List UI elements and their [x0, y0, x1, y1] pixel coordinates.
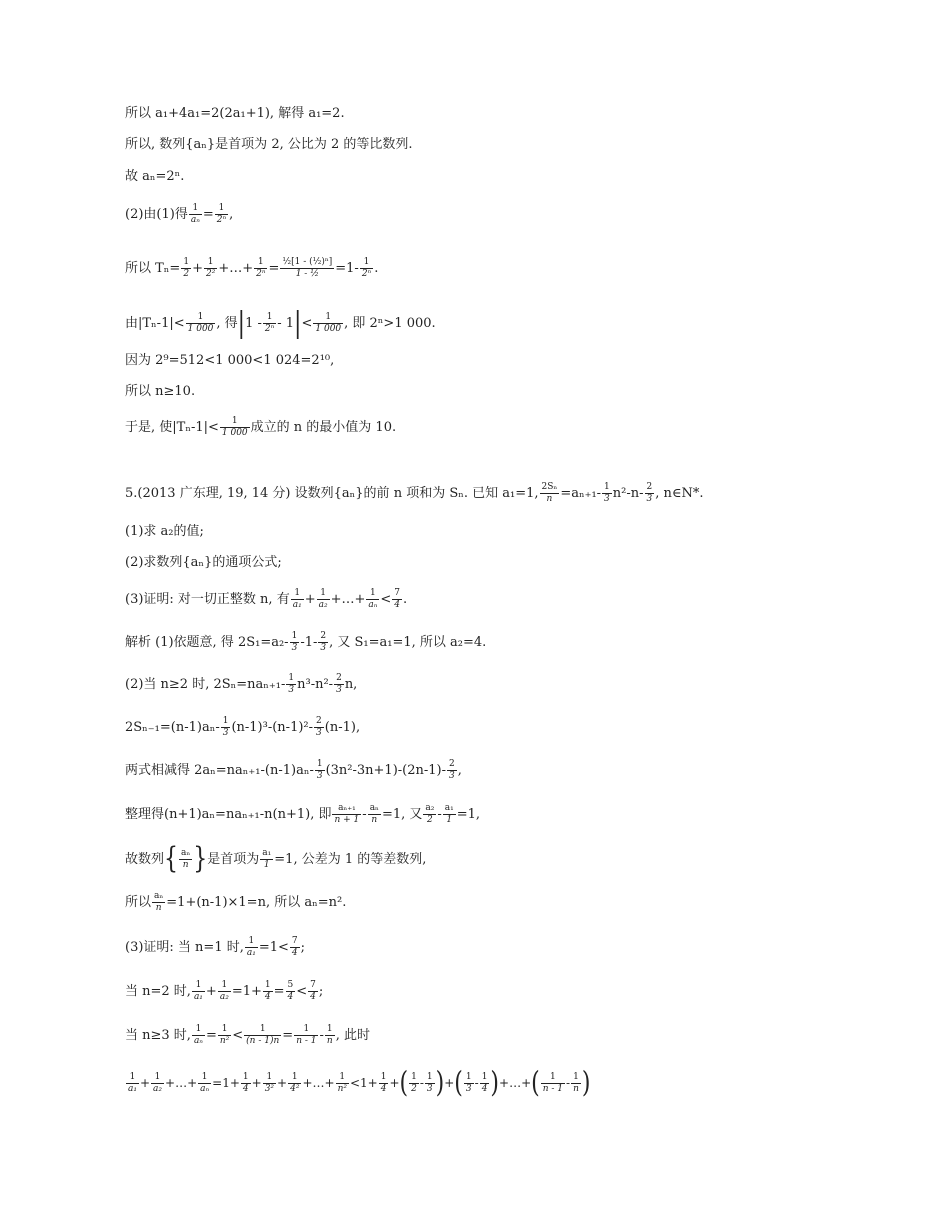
numerator: 1 — [291, 588, 304, 600]
denominator: 3 — [316, 771, 323, 781]
fraction — [186, 312, 216, 335]
fraction — [204, 257, 217, 280]
denominator: a₁ — [128, 1084, 137, 1094]
punctuation: ; — [300, 940, 306, 955]
fraction — [443, 803, 456, 826]
denominator: 2 — [427, 815, 433, 825]
text-segment: =1, 公差为 1 的等差数列, — [274, 852, 427, 867]
text-segment: =1+ — [231, 984, 262, 999]
text-segment: (n-1), — [324, 720, 361, 735]
operator: - — [362, 807, 367, 822]
denominator: 3 — [336, 685, 342, 695]
math-line — [125, 1024, 370, 1047]
denominator: aₙ — [200, 1084, 210, 1094]
paren-left: ( — [399, 1066, 409, 1100]
fraction — [192, 980, 205, 1003]
denominator: n — [155, 903, 162, 913]
numerator: 1 — [244, 1024, 281, 1036]
math-line — [125, 673, 357, 696]
fraction — [313, 312, 343, 335]
text-segment: 2Sₙ₋₁=(n-1)aₙ- — [125, 720, 220, 735]
numerator: 1 — [336, 1072, 349, 1084]
denominator: a₁ — [292, 600, 302, 610]
numerator: 1 — [183, 257, 190, 267]
text-segment: 成立的 n 的最小值为 10. — [250, 420, 397, 435]
numerator: 1 — [313, 312, 343, 324]
punctuation: , — [229, 207, 234, 222]
math-line — [125, 588, 407, 611]
math-line — [125, 980, 323, 1003]
fraction — [541, 1072, 565, 1095]
denominator: a₁ — [246, 948, 256, 958]
operator: < — [301, 316, 313, 331]
denominator: 1 000 — [187, 324, 214, 334]
fraction — [368, 803, 381, 826]
denominator: 4² — [290, 1084, 300, 1094]
operator: + — [389, 1076, 400, 1090]
abs-bar: | — [237, 306, 246, 340]
math-line — [125, 803, 480, 826]
denominator: aₙ — [368, 600, 378, 610]
numerator: 1 — [189, 203, 202, 215]
text-segment: n²-n- — [612, 486, 644, 501]
denominator: 4 — [242, 1084, 249, 1094]
operator: < — [296, 984, 308, 999]
text-segment: 是首项为 — [207, 852, 260, 867]
text-segment: 当 n≥3 时, — [125, 1028, 191, 1043]
numerator: 1 — [481, 1072, 488, 1082]
fraction — [254, 257, 267, 280]
operator: = — [202, 207, 214, 222]
fraction — [286, 673, 296, 696]
denominator: n — [546, 494, 553, 504]
denominator: 3² — [264, 1084, 275, 1094]
denominator: 2ⁿ — [264, 324, 275, 334]
math-line — [125, 257, 378, 280]
fraction — [218, 980, 231, 1003]
fraction — [179, 848, 192, 871]
numerator: 1 — [215, 203, 228, 215]
text-segment: (3)证明: 对一切正整数 n, 有 — [125, 592, 290, 607]
denominator: 1 000 — [221, 428, 248, 438]
denominator: 3 — [222, 728, 229, 738]
text-segment: (2)当 n≥2 时, 2Sₙ=naₙ₊₁- — [125, 677, 286, 692]
denominator: aₙ — [190, 215, 200, 225]
denominator: 2 — [183, 269, 190, 279]
text-segment: =aₙ₊₁- — [560, 486, 602, 501]
fraction — [290, 631, 300, 654]
denominator: (n - 1)n — [246, 1036, 280, 1046]
numerator: 1 — [263, 1072, 276, 1084]
denominator: aₙ — [193, 1036, 203, 1046]
text-segment: 所以 Tₙ= — [125, 261, 181, 276]
numerator: 1 — [317, 588, 330, 600]
text-segment: =1< — [258, 940, 289, 955]
denominator: 1 000 — [315, 324, 342, 334]
operator: - — [419, 1076, 424, 1090]
numerator: 1 — [198, 1072, 211, 1084]
denominator: 4 — [287, 992, 294, 1002]
denominator: a₂ — [153, 1084, 163, 1094]
fraction — [189, 203, 202, 226]
fraction — [314, 716, 324, 739]
abs-bar: | — [294, 306, 302, 340]
numerator: 2Sₙ — [541, 482, 558, 492]
denominator: 4 — [394, 600, 401, 610]
numerator: 1 — [151, 1072, 164, 1084]
text-segment: 于是, 使|Tₙ-1|< — [125, 420, 219, 435]
punctuation: . — [374, 261, 379, 276]
math-line — [125, 203, 233, 226]
numerator: 1 — [186, 312, 216, 324]
fraction — [151, 1072, 164, 1095]
denominator: 4 — [310, 992, 316, 1002]
denominator: 4 — [264, 992, 271, 1002]
numerator: 1 — [245, 936, 258, 948]
fraction — [308, 980, 318, 1003]
operator: - — [474, 1076, 479, 1090]
text-segment: 5.(2013 广东理, 19, 14 分) 设数列{aₙ}的前 n 项和为 Sₙ. 已知 a₁=1, — [125, 486, 539, 501]
text-segment: =1+(n-1)×1=n, 所以 aₙ=n². — [166, 895, 347, 910]
numerator: 1 — [218, 980, 231, 992]
numerator: 1 — [325, 1024, 335, 1036]
denominator: n + 1 — [334, 815, 360, 825]
text-segment: (2)由(1)得 — [125, 207, 188, 222]
math-line — [125, 1066, 591, 1100]
fraction — [263, 1072, 276, 1095]
fraction — [286, 980, 296, 1003]
fraction — [198, 1072, 211, 1095]
fraction — [244, 1024, 281, 1047]
operator: < — [380, 592, 392, 607]
fraction — [409, 1072, 419, 1095]
numerator: 1 — [288, 1072, 301, 1084]
math-line — [125, 306, 436, 340]
fraction — [181, 257, 191, 280]
numerator: ½[1 - (½)ⁿ] — [282, 257, 333, 267]
operator: =1- — [335, 261, 359, 276]
denominator: 3 — [646, 494, 653, 504]
text-segment: - 1 — [277, 316, 295, 331]
numerator: 2 — [320, 631, 327, 641]
brace-right: } — [193, 842, 208, 876]
fraction — [315, 759, 325, 782]
math-line — [125, 842, 427, 876]
operator: + — [205, 984, 217, 999]
text-segment: 由|Tₙ-1|< — [125, 316, 185, 331]
numerator: 1 — [192, 980, 205, 992]
denominator: 3 — [316, 728, 322, 738]
operator: <1+ — [349, 1076, 378, 1090]
numerator: 2 — [449, 759, 455, 769]
denominator: 2² — [205, 269, 216, 279]
denominator: a₂ — [219, 992, 229, 1002]
denominator: n — [371, 815, 378, 825]
denominator: 3 — [449, 771, 455, 781]
fraction — [425, 1072, 435, 1095]
numerator: aₙ — [369, 803, 379, 813]
text-segment: n, — [344, 677, 358, 692]
text-segment: (3)证明: 当 n=1 时, — [125, 940, 244, 955]
fraction — [221, 716, 231, 739]
numerator: 1 — [204, 257, 217, 269]
fraction — [241, 1072, 251, 1095]
operator: +…+ — [218, 261, 254, 276]
numerator: 1 — [192, 1024, 205, 1036]
fraction — [379, 1072, 389, 1095]
numerator: 1 — [126, 1072, 139, 1084]
text-segment: , 此时 — [335, 1028, 370, 1043]
numerator: 1 — [222, 716, 229, 726]
math-line — [125, 631, 486, 654]
operator: + — [277, 1076, 288, 1090]
operator: = — [205, 1028, 217, 1043]
numerator: 7 — [310, 980, 316, 990]
numerator: 1 — [288, 673, 295, 683]
operator: +…+ — [302, 1076, 335, 1090]
operator: +…+ — [165, 1076, 198, 1090]
denominator: n — [182, 860, 189, 870]
fraction — [464, 1072, 474, 1095]
operator: - — [319, 1028, 324, 1043]
denominator: 3 — [604, 494, 610, 504]
numerator: 1 — [571, 1072, 581, 1084]
denominator: 2ⁿ — [361, 269, 372, 279]
text-segment: =1, 又 — [381, 807, 423, 822]
denominator: 1 — [263, 860, 270, 870]
text-segment: 整理得(n+1)aₙ=naₙ₊₁-n(n+1), 即 — [125, 807, 332, 822]
text-segment: n³-n²- — [297, 677, 334, 692]
fraction — [325, 1024, 335, 1047]
numerator: aₙ — [181, 848, 191, 858]
numerator: 1 — [291, 631, 298, 641]
math-line — [125, 936, 305, 959]
operator: +…+ — [499, 1076, 532, 1090]
punctuation: , — [457, 763, 462, 778]
numerator: 1 — [360, 257, 373, 269]
fraction — [317, 588, 330, 611]
text-segment: -1- — [300, 635, 318, 650]
operator: = — [273, 984, 285, 999]
fraction — [288, 1072, 301, 1095]
punctuation: . — [403, 592, 408, 607]
numerator: 1 — [411, 1072, 417, 1082]
text-line: (1)求 a₂的值; — [125, 524, 204, 539]
paren-right: ) — [581, 1066, 591, 1100]
fraction — [540, 482, 560, 505]
fraction — [360, 257, 373, 280]
fraction — [280, 257, 334, 280]
numerator: 1 — [264, 980, 271, 990]
fraction — [294, 1024, 318, 1047]
operator: =1+ — [212, 1076, 240, 1090]
fraction — [152, 891, 165, 914]
denominator: n — [326, 1036, 333, 1046]
numerator: a₁ — [444, 803, 454, 813]
text-segment: =1, — [456, 807, 481, 822]
operator: + — [251, 1076, 262, 1090]
numerator: a₂ — [425, 803, 435, 813]
fraction — [571, 1072, 581, 1095]
math-line — [125, 416, 396, 439]
denominator: 1 — [446, 815, 453, 825]
numerator: 7 — [394, 588, 401, 598]
denominator: n — [573, 1084, 579, 1094]
fraction — [447, 759, 457, 782]
denominator: 3 — [291, 643, 298, 653]
numerator: aₙ₊₁ — [332, 803, 361, 815]
brace-left: { — [164, 842, 179, 876]
paren-left: ( — [531, 1066, 540, 1100]
paren-left: ( — [454, 1066, 463, 1100]
fraction — [220, 416, 250, 439]
fraction — [263, 980, 273, 1003]
punctuation: ; — [318, 984, 324, 999]
numerator: 1 — [604, 482, 610, 492]
fraction — [336, 1072, 349, 1095]
paren-right: ) — [490, 1066, 500, 1100]
text-line: 故 aₙ=2ⁿ. — [125, 169, 185, 184]
denominator: 3 — [465, 1084, 472, 1094]
text-segment: (n-1)³-(n-1)²- — [231, 720, 314, 735]
fraction — [480, 1072, 490, 1095]
operator: = — [268, 261, 280, 276]
denominator: n - 1 — [542, 1084, 564, 1094]
numerator: 1 — [465, 1072, 472, 1082]
denominator: 4 — [380, 1084, 387, 1094]
operator: < — [232, 1028, 244, 1043]
operator: + — [304, 592, 316, 607]
denominator: 1 - ½ — [295, 269, 319, 279]
denominator: a₂ — [318, 600, 328, 610]
numerator: 7 — [291, 936, 298, 946]
numerator: 1 — [426, 1072, 433, 1082]
numerator: 1 — [220, 416, 250, 428]
fraction — [215, 203, 228, 226]
numerator: 1 — [218, 1024, 231, 1036]
fraction — [126, 1072, 139, 1095]
text-segment: , n∈N*. — [655, 486, 704, 501]
numerator: 1 — [366, 588, 379, 600]
numerator: 1 — [263, 312, 276, 324]
denominator: 4 — [481, 1084, 488, 1094]
denominator: n - 1 — [296, 1036, 317, 1046]
fraction — [263, 312, 276, 335]
fraction — [366, 588, 379, 611]
numerator: 1 — [254, 257, 267, 269]
fraction — [332, 803, 361, 826]
fraction — [318, 631, 328, 654]
fraction — [423, 803, 436, 826]
denominator: 2ⁿ — [216, 215, 227, 225]
text-line: 所以 n≥10. — [125, 384, 196, 399]
denominator: 2 — [411, 1084, 417, 1094]
numerator: 1 — [294, 1024, 318, 1036]
math-line — [125, 716, 360, 739]
denominator: n² — [219, 1036, 230, 1046]
text-line: (2)求数列{aₙ}的通项公式; — [125, 555, 282, 570]
denominator: 2ⁿ — [256, 269, 266, 279]
numerator: 5 — [287, 980, 294, 990]
numerator: aₙ — [154, 891, 164, 901]
text-segment: 两式相减得 2aₙ=naₙ₊₁-(n-1)aₙ- — [125, 763, 314, 778]
text-segment: 解析 (1)依题意, 得 2S₁=a₂- — [125, 635, 289, 650]
operator: + — [192, 261, 203, 276]
denominator: 4 — [291, 948, 298, 958]
denominator: n² — [337, 1084, 347, 1094]
text-segment: 所以 — [125, 895, 152, 910]
numerator: 1 — [242, 1072, 249, 1082]
denominator: 3 — [426, 1084, 433, 1094]
numerator: a₁ — [262, 848, 272, 858]
text-segment: 故数列 — [125, 852, 165, 867]
text-segment: , 得 — [216, 316, 238, 331]
text-line: 所以, 数列{aₙ}是首项为 2, 公比为 2 的等比数列. — [125, 137, 413, 152]
text-segment: (3n²-3n+1)-(2n-1)- — [325, 763, 447, 778]
fraction — [291, 588, 304, 611]
fraction — [245, 936, 258, 959]
numerator: 1 — [541, 1072, 565, 1084]
denominator: 3 — [288, 685, 295, 695]
text-segment: , 又 S₁=a₁=1, 所以 a₂=4. — [329, 635, 487, 650]
denominator: 3 — [320, 643, 327, 653]
text-line: 所以 a₁+4a₁=2(2a₁+1), 解得 a₁=2. — [125, 106, 345, 121]
fraction — [392, 588, 402, 611]
math-line — [125, 891, 346, 914]
text-line: 因为 2⁹=512<1 000<1 024=2¹⁰, — [125, 353, 335, 368]
math-line — [125, 759, 462, 782]
operator: = — [282, 1028, 294, 1043]
operator: - — [566, 1076, 571, 1090]
operator: +…+ — [330, 592, 366, 607]
operator: - — [437, 807, 442, 822]
numerator: 1 — [380, 1072, 387, 1082]
operator: + — [444, 1076, 455, 1090]
math-line — [125, 482, 704, 505]
fraction — [192, 1024, 205, 1047]
fraction — [645, 482, 655, 505]
numerator: 2 — [646, 482, 653, 492]
paren-right: ) — [435, 1066, 445, 1100]
text-segment: 当 n=2 时, — [125, 984, 191, 999]
text-segment: 1 - — [245, 316, 262, 331]
numerator: 1 — [316, 759, 323, 769]
numerator: 2 — [316, 716, 322, 726]
operator: + — [139, 1076, 151, 1090]
fraction — [290, 936, 300, 959]
numerator: 2 — [336, 673, 342, 683]
fraction — [602, 482, 612, 505]
denominator: a₁ — [193, 992, 203, 1002]
fraction — [260, 848, 273, 871]
text-segment: , 即 2ⁿ>1 000. — [344, 316, 436, 331]
fraction — [218, 1024, 231, 1047]
fraction — [334, 673, 344, 696]
